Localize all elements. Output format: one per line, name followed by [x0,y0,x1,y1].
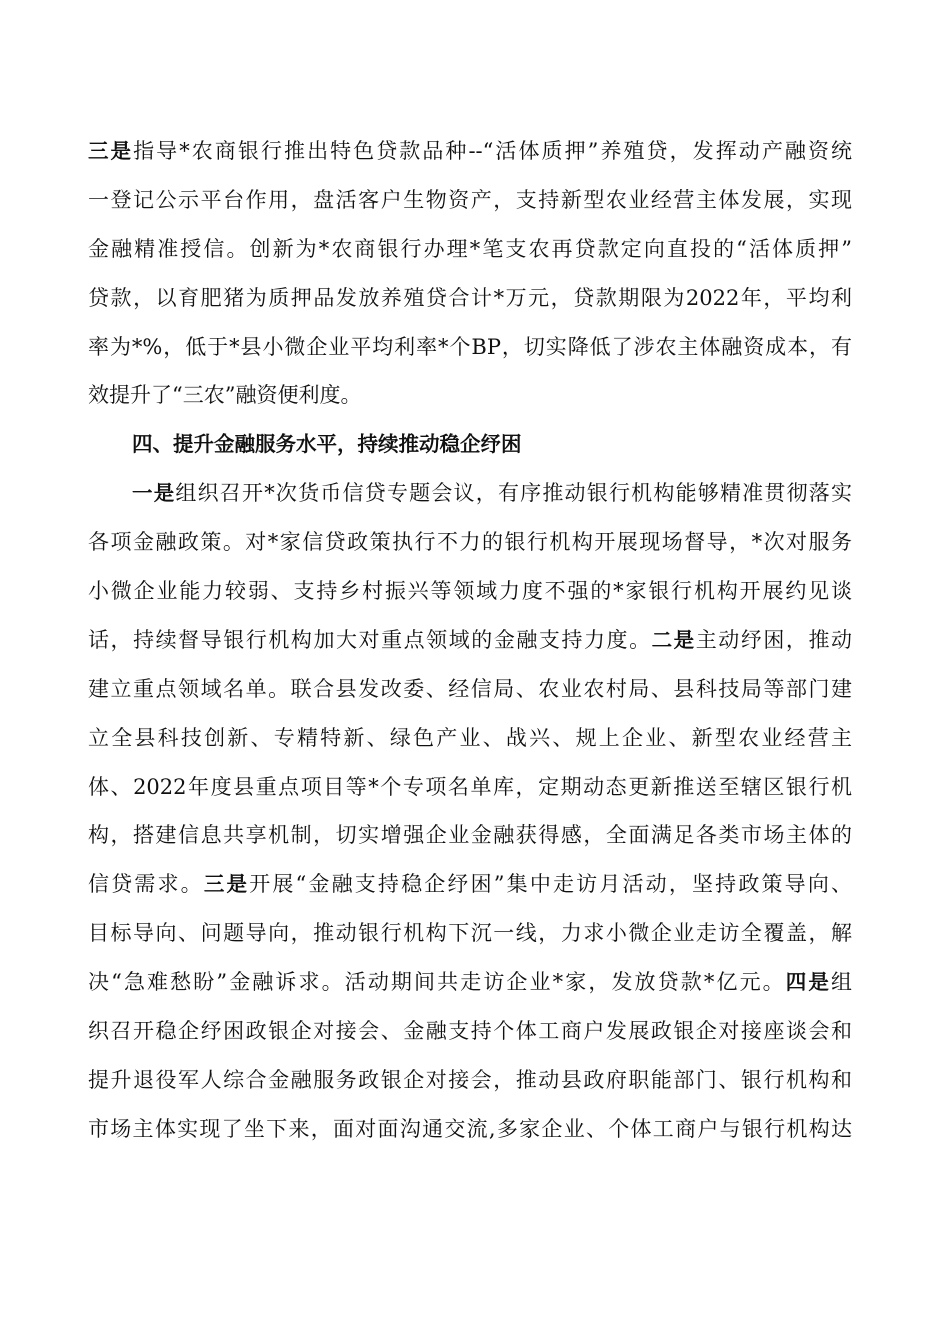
p2-line-4: 话，持续督导银行机构加大对重点领域的金融支持力度。二是主动纾困，推动 [88,627,853,652]
keyword-sishi: 四是 [785,970,831,995]
document-body [88,127,852,1154]
section-heading: 四、提升金融服务水平，持续推动稳企纾困 [132,432,522,457]
p2-line-8: 构，搭建信息共享机制，切实增强企业金融获得感，全面满足各类市场主体的 [88,823,852,848]
p2-line-13: 提升退役军人综合金融服务政银企对接会，推动县政府职能部门、银行机构和 [88,1067,852,1092]
p2-line-2: 各项金融政策。对*家信贷政策执行不力的银行机构开展现场督导，*次对服务 [88,530,852,555]
p1-line-5: 率为*%，低于*县小微企业平均利率*个BP，切实降低了涉农主体融资成本，有 [88,334,852,359]
keyword-sanshi-2: 三是 [203,872,250,897]
p2-line-7: 体、2022年度县重点项目等*个专项名单库，定期动态更新推送至辖区银行机 [88,774,852,799]
p1-line-2: 一登记公示平台作用，盘活客户生物资产，支持新型农业经营主体发展，实现 [88,187,852,212]
p2-line-10: 目标导向、问题导向，推动银行机构下沉一线，力求小微企业走访全覆盖，解 [88,921,852,946]
p2-line-5: 建立重点领域名单。联合县发改委、经信局、农业农村局、县科技局等部门建 [88,676,852,701]
keyword-sanshi: 三是 [88,139,134,163]
p1-line-3: 金融精准授信。创新为*农商银行办理*笔支农再贷款定向直投的“活体质押” [88,236,852,261]
p1-line-4: 贷款，以育肥猪为质押品发放养殖贷合计*万元，贷款期限为2022年，平均利 [88,285,852,310]
p2-line-9: 信贷需求。三是开展“金融支持稳企纾困”集中走访月活动，坚持政策导向、 [88,872,853,897]
p1-line-1: 三是指导*农商银行推出特色贷款品种--“活体质押”养殖贷，发挥动产融资统 [88,139,853,163]
p2-line-3: 小微企业能力较弱、支持乡村振兴等领域力度不强的*家银行机构开展约见谈 [88,579,852,604]
keyword-yishi: 一是 [132,481,176,506]
p2-line-14: 市场主体实现了坐下来，面对面沟通交流,多家企业、个体工商户与银行机构达 [88,1116,852,1141]
p2-line-6: 立全县科技创新、专精特新、绿色产业、战兴、规上企业、新型农业经营主 [88,725,852,750]
p2-line-1: 一是组织召开*次货币信贷专题会议，有序推动银行机构能够精准贯彻落实 [132,481,852,506]
keyword-ershi: 二是 [651,627,696,652]
p2-line-11: 决“急难愁盼”金融诉求。活动期间共走访企业*家，发放贷款*亿元。四是组 [88,970,852,995]
p1-line-6: 效提升了“三农”融资便利度。 [88,383,362,408]
p2-line-12: 织召开稳企纾困政银企对接会、金融支持个体工商户发展政银企对接座谈会和 [88,1019,852,1044]
